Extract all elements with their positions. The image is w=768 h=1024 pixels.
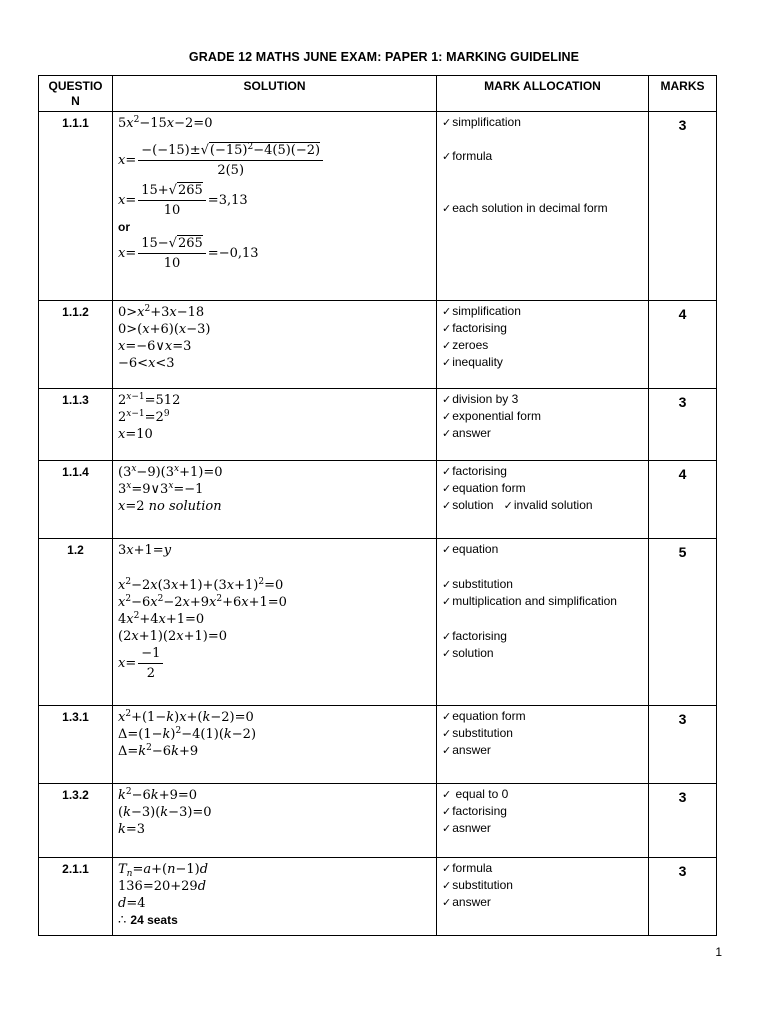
allocation-item: ✓division by 3 [442, 392, 519, 406]
mark-allocation-cell [437, 301, 649, 389]
marking-guideline-table [38, 75, 717, 936]
check-icon: ✓ [442, 578, 452, 591]
allocation-item: ✓equation form [442, 481, 526, 495]
check-icon: ✓ [442, 465, 452, 478]
allocation-item: ✓factorising [442, 464, 507, 478]
check-icon: ✓ [442, 305, 452, 318]
check-icon: ✓ [442, 822, 452, 835]
check-icon: ✓ [442, 710, 452, 723]
marks-cell: 3 [649, 858, 717, 936]
check-icon: ✓ [442, 595, 452, 608]
allocation-item: ✓each solution in decimal form [442, 201, 608, 215]
solution-line: $5x^2-15x-2=0$ [118, 115, 213, 131]
header-mark-allocation: MARK ALLOCATION [437, 76, 649, 112]
marks-cell: 5 [649, 539, 717, 706]
allocation-item: ✓simplification [442, 304, 521, 318]
question-number: 1.1.3 [39, 389, 113, 461]
table-row [39, 301, 717, 389]
check-icon: ✓ [442, 202, 452, 215]
check-icon: ✓ [503, 499, 513, 512]
solution-cell: $T_n=a+(n-1)d$ 136=20+29d d=4 ∴ 24 seats [113, 858, 437, 936]
page-number: 1 [715, 945, 722, 959]
allocation-item: ✓inequality [442, 355, 503, 369]
table-row [39, 461, 717, 539]
allocation-item: ✓substitution [442, 726, 513, 740]
marks-cell: 4 [649, 301, 717, 389]
check-icon: ✓ [442, 499, 452, 512]
allocation-item: ✓solution ✓invalid solution [442, 498, 593, 512]
solution-cell [113, 112, 437, 301]
mark-allocation-cell [437, 784, 649, 858]
question-number: 1.1.1 [39, 112, 113, 301]
check-icon: ✓ [442, 543, 452, 556]
allocation-item: ✓answer [442, 895, 491, 909]
question-number: 1.1.2 [39, 301, 113, 389]
check-icon: ✓ [442, 356, 452, 369]
allocation-item: ✓factorising [442, 321, 507, 335]
check-icon: ✓ [442, 393, 452, 406]
check-icon: ✓ [442, 482, 452, 495]
header-question: QUESTIO N [39, 76, 113, 112]
marks-cell: 3 [649, 389, 717, 461]
allocation-item: ✓substitution [442, 878, 513, 892]
check-icon: ✓ [442, 805, 452, 818]
allocation-item: ✓solution [442, 646, 494, 660]
table-row [39, 112, 717, 301]
table-row [39, 706, 717, 784]
solution-cell: $2^{x-1}=512$ $2^{x-1}=2^9$ x=10 [113, 389, 437, 461]
mark-allocation-cell [437, 858, 649, 936]
question-number: 1.2 [39, 539, 113, 706]
check-icon: ✓ [442, 427, 452, 440]
allocation-item: ✓factorising [442, 629, 507, 643]
table-row [39, 389, 717, 461]
allocation-item: ✓equation form [442, 709, 526, 723]
solution-cell: 3x+1=y $x^2-2x(3x+1)+(3x+1)^2=0$ $x^2-6x^2-2x+9x^2+6x+1=0$ $4x^2+4x+1=0$ (2x+1)(2x+1)=0 x= $\frac{-1}{2}$ [113, 539, 437, 706]
quadratic-formula: x= $\frac{-(-15)\pm√(-15)^2-4(5)(-2)}{2(5)}$ [118, 142, 432, 179]
solution-cell: $0>x^2+3x-18$ 0>(x+6)(x−3) x=−6∨x=3 −6<x<3 [113, 301, 437, 389]
check-icon: ✓ [442, 879, 452, 892]
allocation-item: ✓formula [442, 149, 493, 163]
allocation-item: ✓simplification [442, 115, 521, 129]
mark-allocation-cell [437, 539, 649, 706]
check-icon: ✓ [442, 788, 452, 801]
mark-allocation-cell [437, 706, 649, 784]
allocation-item: ✓asnwer [442, 821, 491, 835]
check-icon: ✓ [442, 116, 452, 129]
solution-root-one: x= $\frac{15+√265}{10}$ =3,13 [118, 183, 248, 218]
page-title: GRADE 12 MATHS JUNE EXAM: PAPER 1: MARKING GUIDELINE [188, 50, 580, 64]
table-row [39, 539, 717, 706]
header-marks: MARKS [649, 76, 717, 112]
check-icon: ✓ [442, 862, 452, 875]
mark-allocation-cell [437, 389, 649, 461]
marks-cell: 3 [649, 706, 717, 784]
check-icon: ✓ [442, 339, 452, 352]
check-icon: ✓ [442, 727, 452, 740]
allocation-item: ✓formula [442, 861, 493, 875]
allocation-item: ✓equation [442, 542, 499, 556]
question-number: 1.3.1 [39, 706, 113, 784]
check-icon: ✓ [442, 896, 452, 909]
header-solution: SOLUTION [113, 76, 437, 112]
question-number: 2.1.1 [39, 858, 113, 936]
solution-cell: $(3^x-9)(3^x+1)=0$ $3^x=9\vee 3^x=-1$ x=2 no solution [113, 461, 437, 539]
mark-allocation-cell [437, 461, 649, 539]
or-label: or [118, 220, 130, 234]
question-number: 1.3.2 [39, 784, 113, 858]
allocation-item: ✓answer [442, 743, 491, 757]
solution-root-two: x= $\frac{15-√265}{10}$ =−0,13 [118, 236, 259, 271]
allocation-item: ✓answer [442, 426, 491, 440]
marks-cell: 3 [649, 784, 717, 858]
solution-cell: $k^2-6k+9=0$ (k−3)(k−3)=0 k=3 [113, 784, 437, 858]
marks-cell: 4 [649, 461, 717, 539]
question-number: 1.1.4 [39, 461, 113, 539]
check-icon: ✓ [442, 410, 452, 423]
check-icon: ✓ [442, 322, 452, 335]
table-row [39, 858, 717, 936]
marks-cell: 3 [649, 112, 717, 301]
check-icon: ✓ [442, 150, 452, 163]
table-header-row [39, 76, 717, 112]
allocation-item: ✓exponential form [442, 409, 541, 423]
allocation-item: ✓ equal to 0 [442, 787, 509, 801]
table-row [39, 784, 717, 858]
check-icon: ✓ [442, 630, 452, 643]
allocation-item: ✓substitution [442, 577, 513, 591]
allocation-item: ✓multiplication and simplification [442, 594, 617, 608]
check-icon: ✓ [442, 744, 452, 757]
mark-allocation-cell [437, 112, 649, 301]
solution-cell: $x^2+(1-k)x+(k-2)=0$ $\Delta=(1-k)^2-4(1)(k-2)$ $\Delta=k^2-6k+9$ [113, 706, 437, 784]
check-icon: ✓ [442, 647, 452, 660]
allocation-item: ✓factorising [442, 804, 507, 818]
allocation-item: ✓zeroes [442, 338, 489, 352]
